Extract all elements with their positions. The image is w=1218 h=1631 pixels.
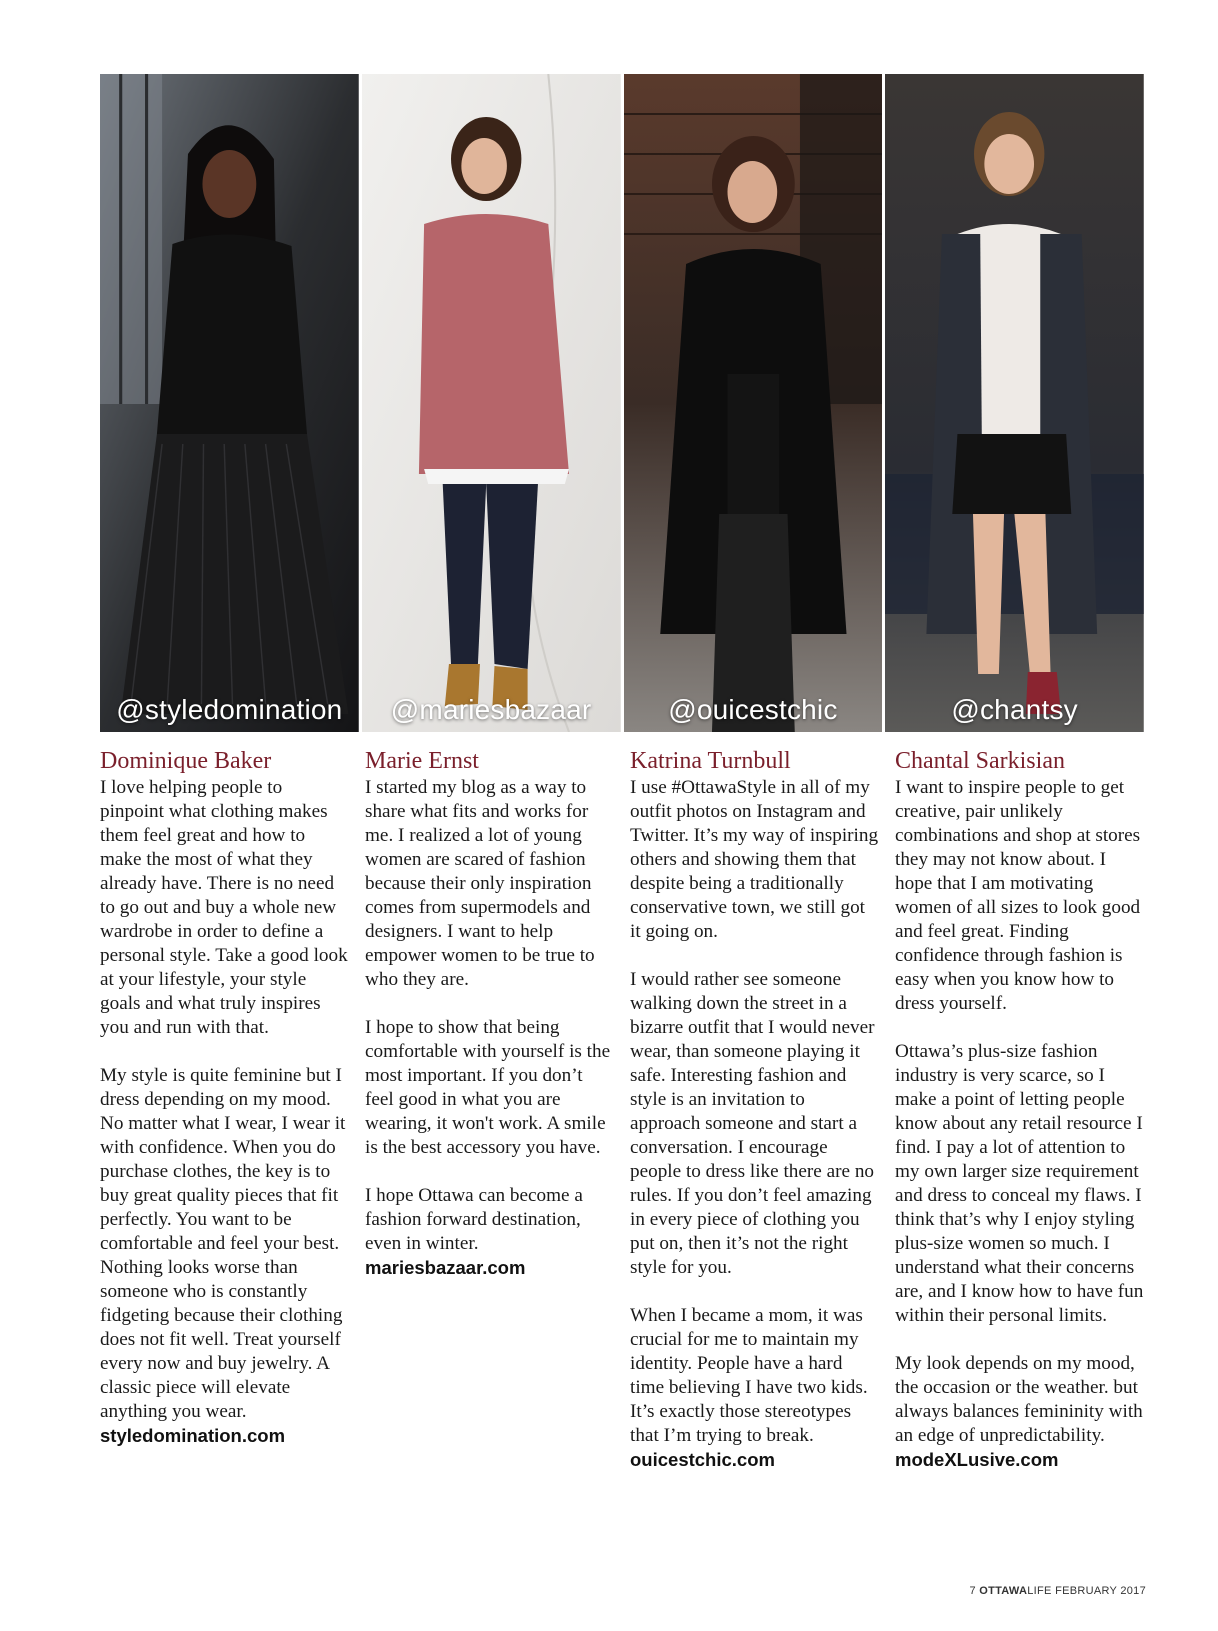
photo-katrina-turnbull bbox=[624, 74, 883, 732]
profile-name: Katrina Turnbull bbox=[630, 748, 791, 774]
profile-columns bbox=[100, 748, 1144, 1472]
issue-date: FEBRUARY 2017 bbox=[1055, 1585, 1146, 1597]
instagram-handle: @mariesbazaar bbox=[390, 694, 592, 725]
profile-paragraph: When I became a mom, it was crucial for me to maintain my identity. People have a hard time believing I have two kids. It’s exactly those stereotypes that I’m trying to break. bbox=[630, 1305, 868, 1446]
profile-column bbox=[895, 748, 1144, 1472]
profile-column bbox=[100, 748, 349, 1472]
photo-marie-ernst bbox=[362, 74, 621, 732]
profile-name: Dominique Baker bbox=[100, 748, 272, 774]
portrait-image bbox=[885, 74, 1144, 732]
profile-column bbox=[365, 748, 614, 1472]
profile-paragraph: Ottawa’s plus-size fashion industry is very scarce, so I make a point of letting people know about any retail resource I find. I pay a lot of attention to my own larger size requirement and dress to conceal my flaws. I think that’s why I enjoy styling plus-size women so much. I understand what their concerns are, and I know how to have fun within their personal limits. bbox=[895, 1041, 1144, 1326]
profile-paragraph: I hope Ottawa can become a fashion forward destination, even in winter. bbox=[365, 1185, 583, 1254]
instagram-handle: @styledomination bbox=[116, 694, 343, 725]
profile-paragraph: I started my blog as a way to share what fits and works for me. I realized a lot of young women are scared of fashion because their only inspiration comes from supermodels and designers. I want to help empower women to be true to who they are. bbox=[365, 777, 595, 990]
website-link[interactable]: modeXLusive.com bbox=[895, 1449, 1059, 1470]
profile-paragraph: I want to inspire people to get creative, pair unlikely combinations and shop at stores they may not know about. I hope that I am motivating women of all sizes to look good and feel great. Finding confidence through fashion is easy when you know how to dress yourself. bbox=[895, 777, 1141, 1014]
magazine-name-rest: LIFE bbox=[1027, 1585, 1052, 1597]
website-link[interactable]: styledomination.com bbox=[100, 1425, 286, 1446]
profile-paragraph: My style is quite feminine but I dress depending on my mood. No matter what I wear, I wear it with confidence. When you do purchase clothes, the key is to buy great quality pieces that fit perfectly. You want to be comfortable and feel your best. Nothing looks worse than someone who is constantly fidgeting because their clothing does not fit well. Treat yourself every now and buy jewelry. A classic piece will elevate anything you wear. bbox=[100, 1065, 346, 1422]
profile-column bbox=[630, 748, 879, 1472]
profile-paragraph: I love helping people to pinpoint what clothing makes them feel great and how to make the most of what they already have. There is no need to go out and buy a whole new wardrobe in order to define a personal style. Take a good look at your lifestyle, your style goals and what truly inspires you and run with that. bbox=[100, 777, 348, 1038]
portrait-image bbox=[362, 74, 621, 732]
photo-strip bbox=[100, 74, 1144, 732]
portrait-image bbox=[100, 74, 359, 732]
instagram-handle: @chantsy bbox=[951, 694, 1078, 725]
profile-paragraph: My look depends on my mood, the occasion or the weather. but always balances femininity with an edge of unpredictability. bbox=[895, 1353, 1143, 1446]
photo-chantal-sarkisian bbox=[885, 74, 1144, 732]
profile-paragraph: I hope to show that being comfortable with yourself is the most important. If you don’t feel good in what you are wearing, it won't work. A smile is the best accessory you have. bbox=[365, 1017, 611, 1158]
instagram-handle: @ouicestchic bbox=[668, 694, 838, 725]
page-number: 7 bbox=[969, 1585, 976, 1597]
portrait-image bbox=[624, 74, 883, 732]
website-link[interactable]: ouicestchic.com bbox=[630, 1449, 775, 1470]
magazine-name-bold: OTTAWA bbox=[979, 1585, 1028, 1597]
photo-dominique-baker bbox=[100, 74, 359, 732]
profile-name: Chantal Sarkisian bbox=[895, 748, 1065, 774]
website-link[interactable]: mariesbazaar.com bbox=[365, 1257, 526, 1278]
page-footer bbox=[969, 1585, 1146, 1597]
profile-paragraph: I would rather see someone walking down the street in a bizarre outfit that I would never wear, than someone playing it safe. Interesting fashion and style is an invitation to approach someone and start a conversation. I encourage people to dress like there are no rules. If you don’t feel amazing in every piece of clothing you put on, then it’s not the right style for you. bbox=[630, 969, 875, 1278]
profile-name: Marie Ernst bbox=[365, 748, 479, 774]
profile-paragraph: I use #OttawaStyle in all of my outfit photos on Instagram and Twitter. It’s my way of inspiring others and showing them that despite being a traditionally conservative town, we still got it going on. bbox=[630, 777, 879, 942]
